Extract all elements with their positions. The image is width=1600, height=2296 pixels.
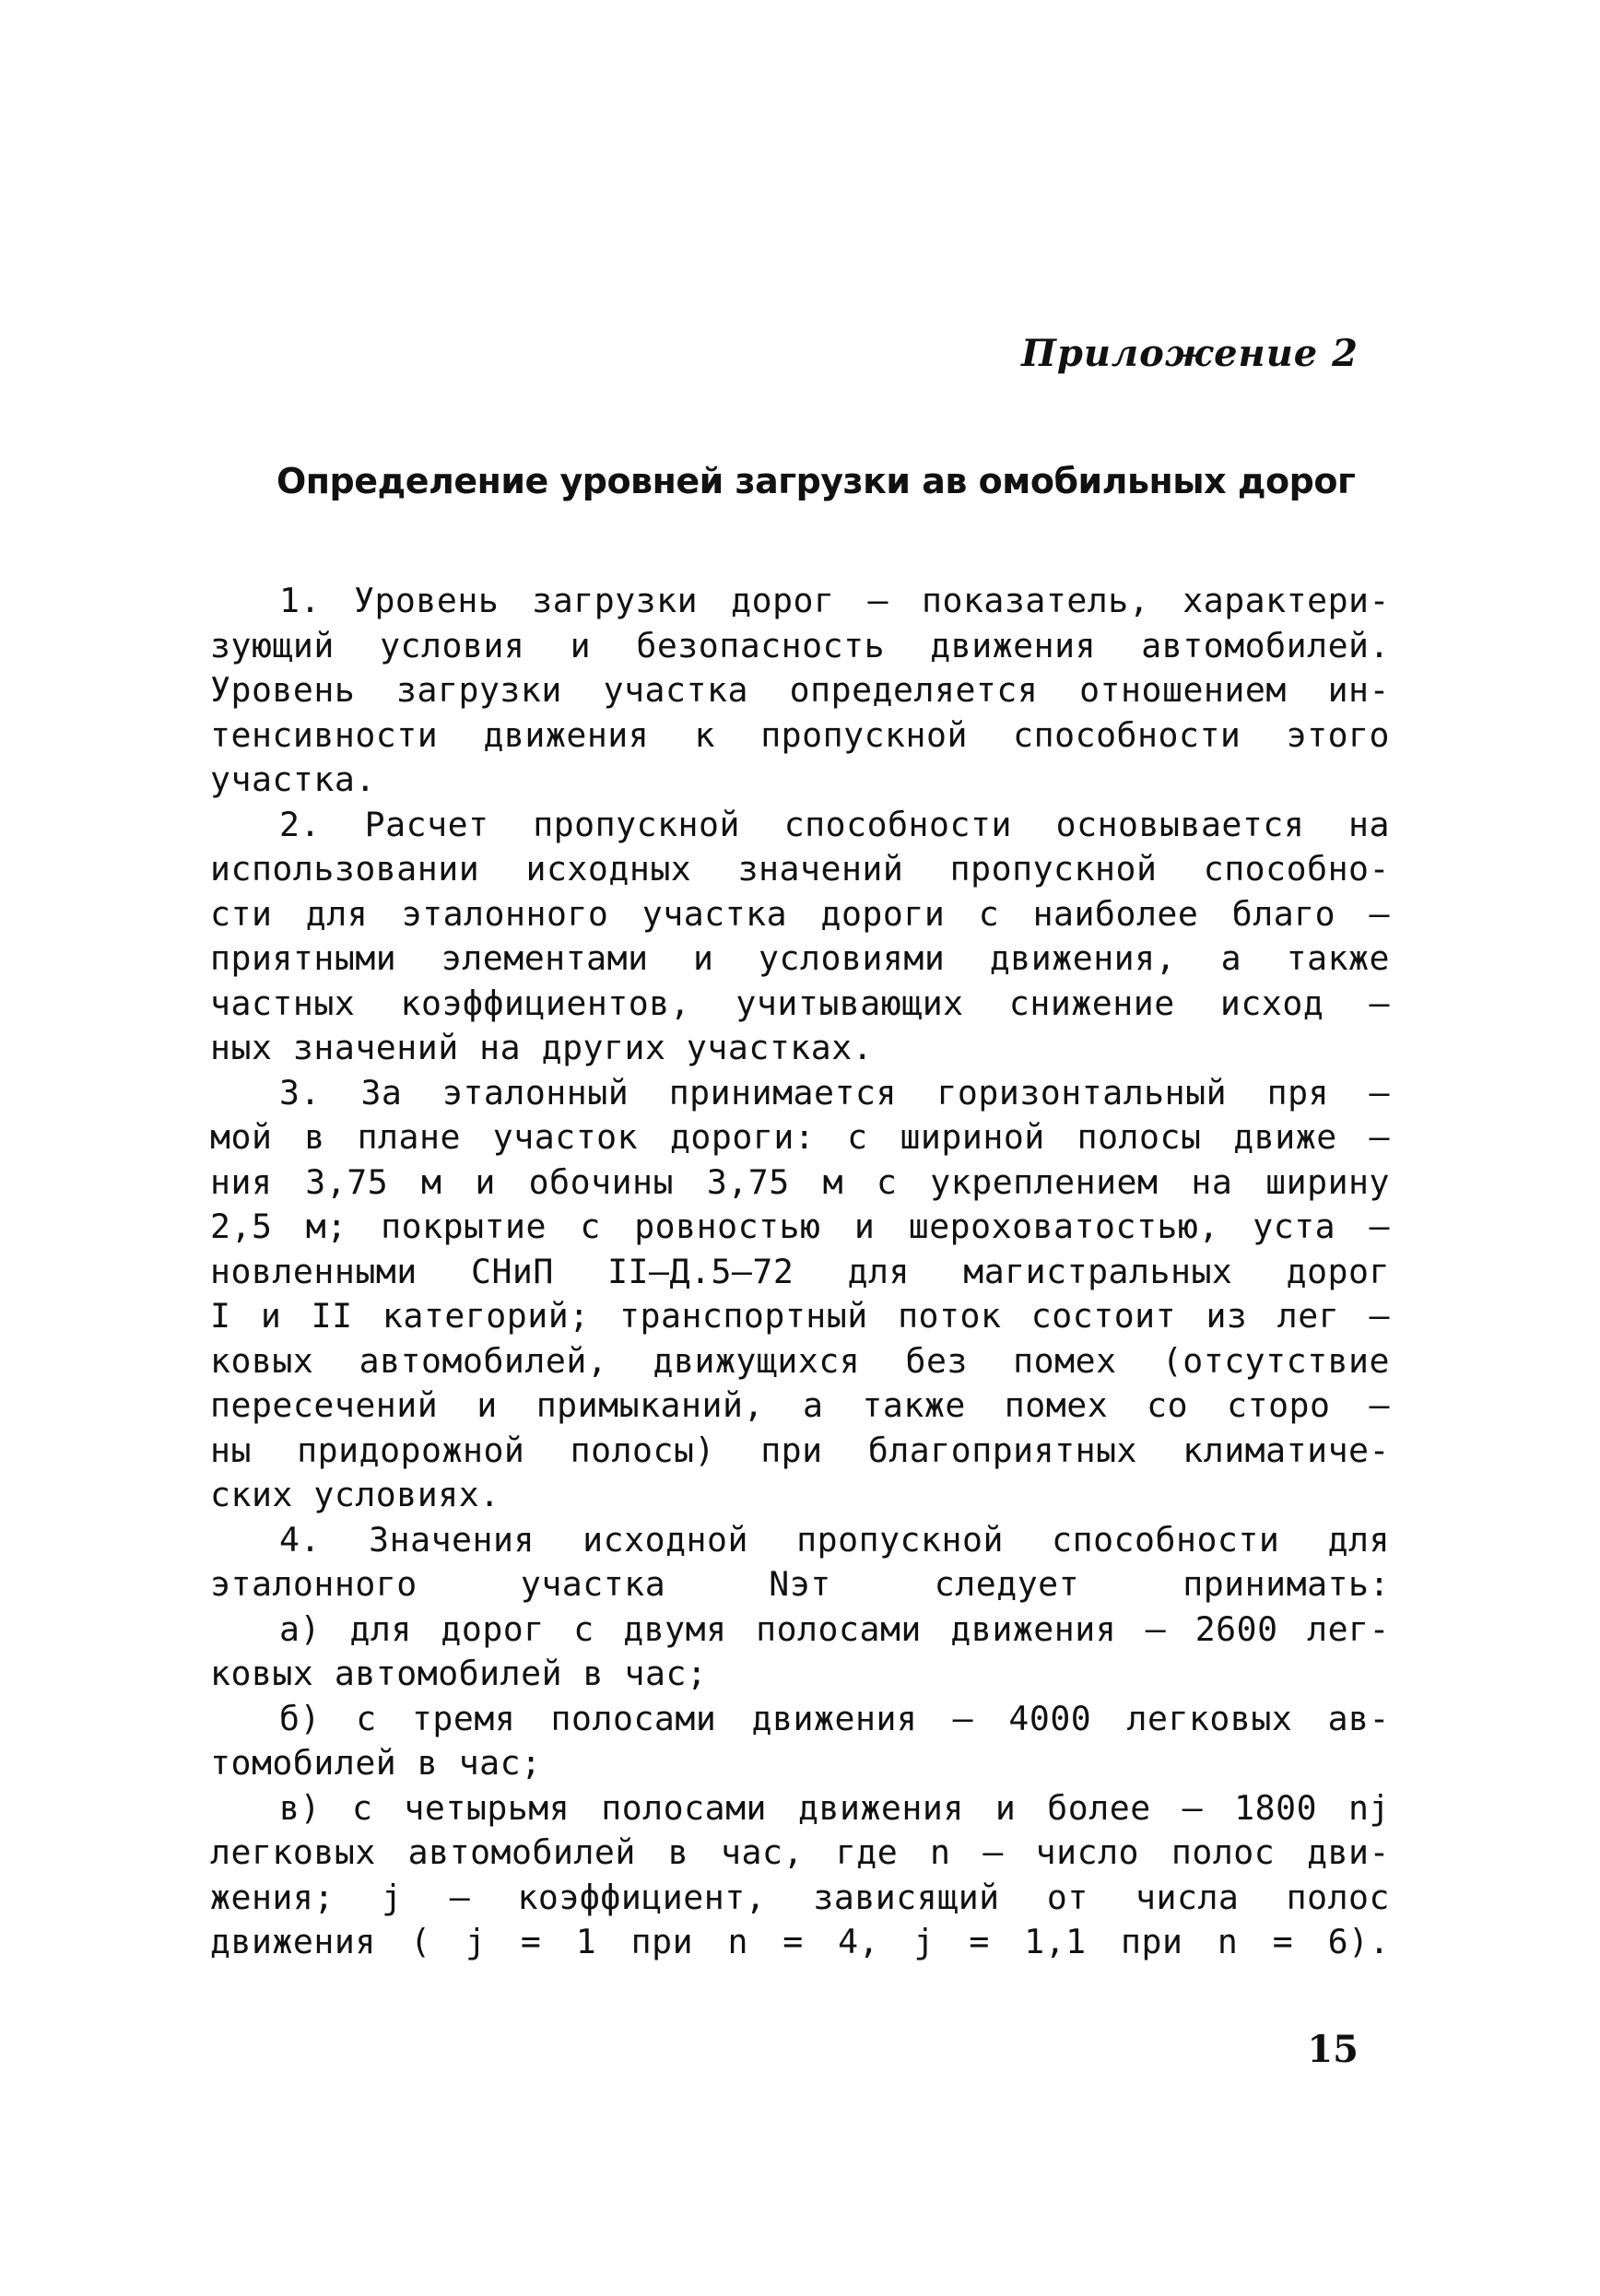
- document-title: Определение уровней загрузки ав омобильных дорог: [276, 461, 1356, 501]
- body-text: [210, 579, 1390, 1965]
- paragraph-3-line: I и II категорий; транспортный поток состоит из лег –: [210, 1296, 1390, 1336]
- paragraph-4-line: эталонного участка Nэт следует принимать:: [210, 1564, 1390, 1604]
- item-a-line: ковых автомобилей в час;: [210, 1654, 708, 1693]
- page-number: 15: [1307, 2028, 1359, 2071]
- paragraph-2-line: приятными элементами и условиями движения, а также: [210, 938, 1390, 978]
- paragraph-2-line: сти для эталонного участка дороги с наиболее благо –: [210, 893, 1390, 934]
- item-c-line: жения; j – коэффициент, зависящий от числа полос: [210, 1877, 1390, 1917]
- paragraph-3-line: новленными СНиП II–Д.5–72 для магистральных дорог: [210, 1251, 1390, 1291]
- paragraph-4-line: 4. Значения исходной пропускной способности для: [279, 1519, 1390, 1560]
- paragraph-3-line: пересечений и примыканий, а также помех со сторо –: [210, 1385, 1390, 1425]
- item-b-line: томобилей в час;: [210, 1743, 542, 1783]
- paragraph-1-line: зующий условия и безопасность движения автомобилей.: [210, 625, 1390, 665]
- item-c-line: легковых автомобилей в час, где n – число полос дви-: [210, 1832, 1390, 1872]
- paragraph-3-line: ских условиях.: [210, 1475, 500, 1514]
- item-c-line: в) с четырьмя полосами движения и более – 1800 nj: [279, 1787, 1390, 1828]
- paragraph-3-line: ковых автомобилей, движущихся без помех (отсутствие: [210, 1340, 1390, 1381]
- item-b-line: б) с тремя полосами движения – 4000 легковых ав-: [279, 1698, 1390, 1738]
- paragraph-3-line: мой в плане участок дороги: с шириной полосы движе –: [210, 1117, 1390, 1157]
- paragraph-3-line: 3. За эталонный принимается горизонтальный пря –: [279, 1072, 1390, 1113]
- paragraph-3-line: ны придорожной полосы) при благоприятных климатиче-: [210, 1430, 1390, 1470]
- paragraph-1-line: 1. Уровень загрузки дорог – показатель, характери-: [279, 581, 1390, 620]
- paragraph-2-line: использовании исходных значений пропускной способно-: [210, 849, 1390, 889]
- paragraph-2-line: частных коэффициентов, учитывающих снижение исход –: [210, 983, 1390, 1023]
- paragraph-2-line: 2. Расчет пропускной способности основывается на: [279, 804, 1390, 844]
- paragraph-1-line: Уровень загрузки участка определяется отношением ин-: [210, 670, 1390, 710]
- paragraph-3-line: 2,5 м; покрытие с ровностью и шероховатостью, уста –: [210, 1207, 1390, 1246]
- paragraph-2-line: ных значений на других участках.: [210, 1028, 874, 1067]
- item-a-line: а) для дорог с двумя полосами движения – 2600 лег-: [279, 1608, 1390, 1649]
- appendix-label: Приложение 2: [1021, 332, 1359, 375]
- item-c-line: движения ( j = 1 при n = 4, j = 1,1 при n = 6).: [210, 1922, 1390, 1961]
- paragraph-1-line: участка.: [210, 759, 376, 799]
- paragraph-3-line: ния 3,75 м и обочины 3,75 м с укреплением на ширину: [210, 1161, 1390, 1202]
- paragraph-1-line: тенсивности движения к пропускной способности этого: [210, 714, 1390, 755]
